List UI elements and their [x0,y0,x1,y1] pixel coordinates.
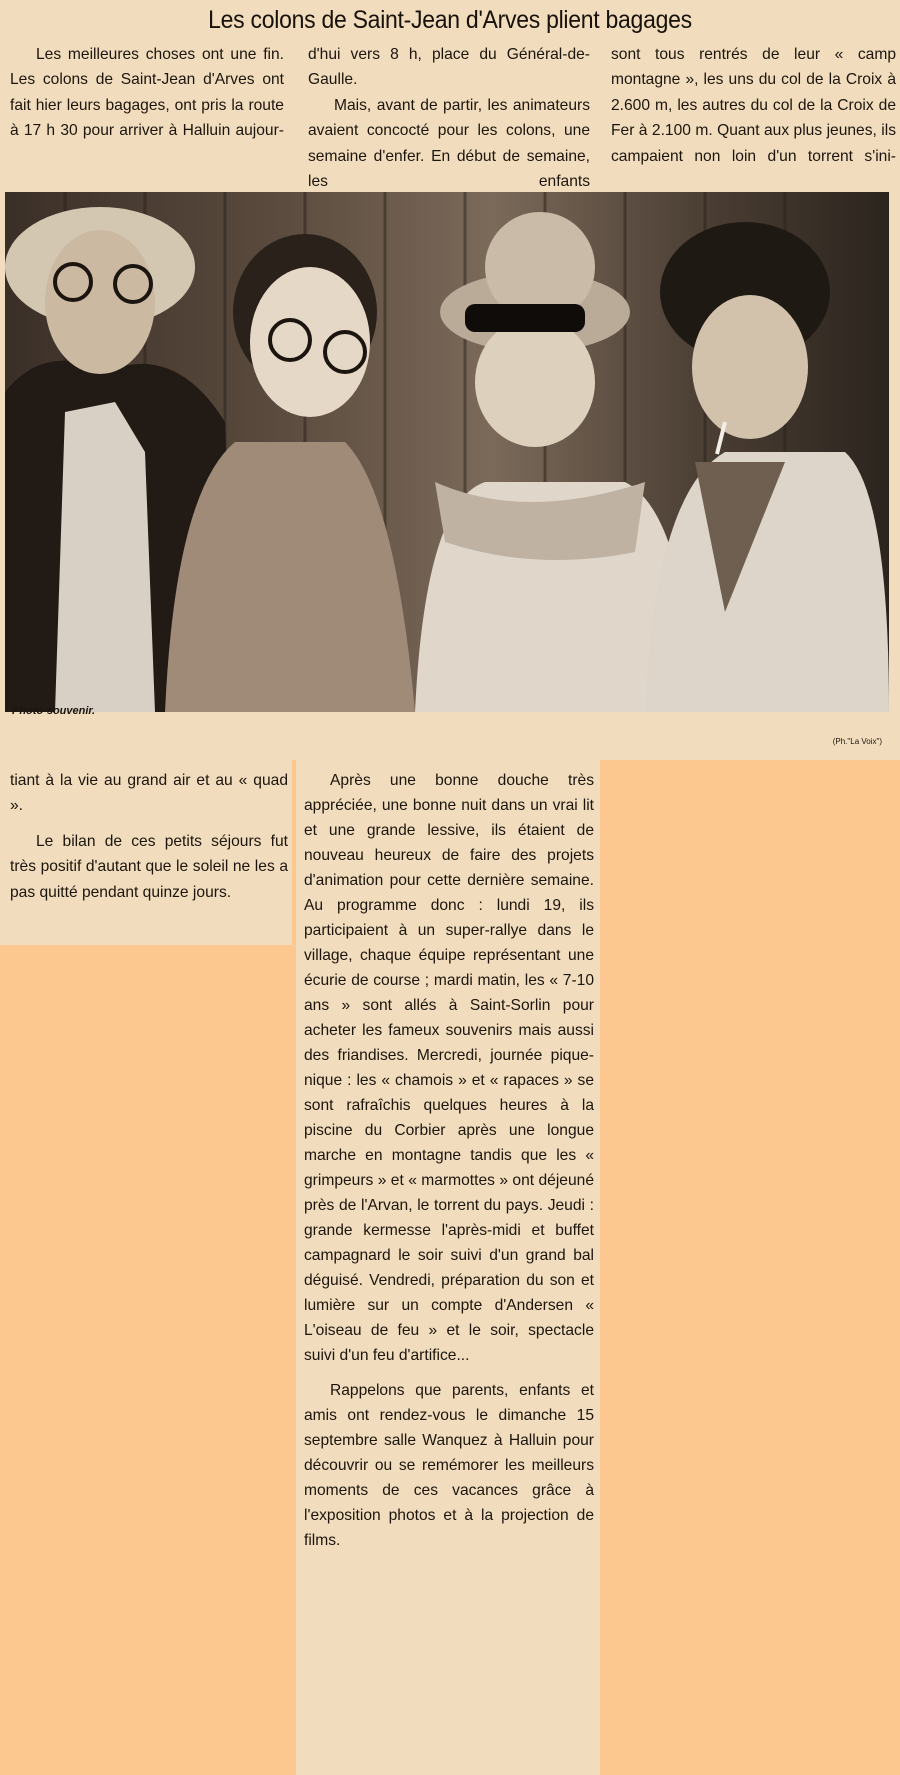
col1-para-1: Les meilleures choses ont une fin. Les colons de Saint-Jean d'Arves ont fait hier leurs bagages, ont pris la route à 17 h 30 pour arriver à Halluin aujour- [10,46,284,140]
column-3 [611,42,896,169]
col2-para-1: d'hui vers 8 h, place du Général-de-Gaulle. [308,46,590,89]
bottom-left-para-1: tiant à la vie au grand air et au « quad ». [10,772,288,815]
photo-credit: (Ph."La Voix") [832,737,882,746]
group-photo [5,192,889,712]
col3-para-1: sont tous rentrés de leur « camp montagne », les uns du col de la Croix à 2.600 m, les autres du col de la Croix de Fer à 2.100 m. Quant aux plus jeunes, ils campaient non loin d'un torrent s'ini- [611,46,896,165]
col2-para-2: Mais, avant de partir, les animateurs avaient concocté pour les colons, une semaine d'enfer. En début de semaine, les enfants [308,96,590,191]
column-1 [10,42,284,144]
column-2 [308,42,590,194]
headline: Les colons de Saint-Jean d'Arves plient bagages [208,6,692,34]
group-photo-illustration [5,192,889,712]
bottom-left-para-2: Le bilan de ces petits séjours fut très positif d'autant que le soleil ne les a pas quitté pendant quinze jours. [10,832,288,901]
bottom-right-para-1: Après une bonne douche très appréciée, une bonne nuit dans un vrai lit et une grande lessive, ils étaient de nouveau heureux de faire des projets d'animation pour cette dernière semaine. Au programme donc : lundi 19, ils participaient à un super-rallye dans le village, chaque équipe représentant une écurie de course ; mardi matin, les « 7-10 ans » sont allés à Saint-Sorlin pour acheter les fameux souvenirs mais aussi des friandises. Mercredi, journée pique-nique : les « chamois » et « rapaces » se sont rafraîchis quelques heures à la piscine du Corbier après une longue marche en montagne tandis que les « grimpeurs » et « marmottes » ont déjeuné près de l'Arvan, le torrent du pays. Jeudi : grande kermesse l'après-midi et buffet campagnard le soir suivi d'un grand bal déguisé. Vendredi, préparation du son et lumière sur un compte d'Andersen « L'oiseau de feu » et le soir, spectacle suivi d'un feu d'artifice... [304,772,594,1364]
bottom-left-column [10,768,288,905]
bottom-right-para-2: Rappelons que parents, enfants et amis ont rendez-vous le dimanche 15 septembre salle Wanquez à Halluin pour découvrir ou se remémorer les meilleurs moments de ces vacances grâce à l'exposition photos et à la projection de films. [304,1382,594,1549]
bottom-right-column [304,768,594,1553]
photo-caption: Photo-souvenir. [12,705,96,717]
